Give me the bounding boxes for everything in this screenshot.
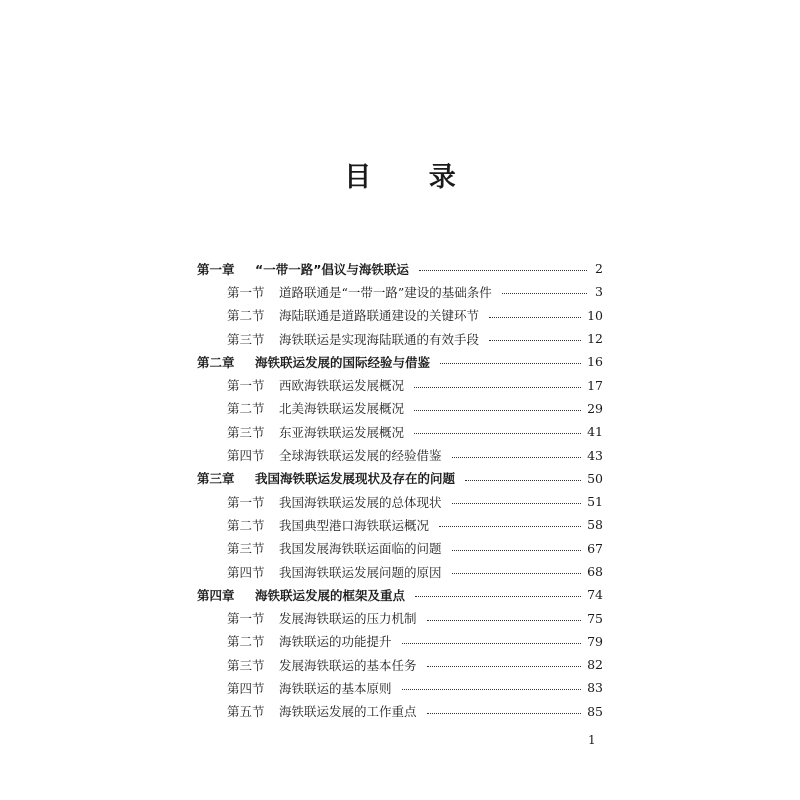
- toc-entry-number: 第三节: [227, 541, 265, 557]
- toc-entry-number: 第二节: [227, 308, 265, 324]
- toc-entry-page: 51: [587, 494, 603, 510]
- toc-entry-title: 全球海铁联运发展的经验借鉴: [279, 448, 442, 464]
- toc-section-entry: [197, 630, 603, 653]
- toc-entry-title: 海铁联运发展的工作重点: [279, 704, 417, 720]
- toc-entry-title: 海铁联运的功能提升: [279, 634, 392, 650]
- toc-entry-number: 第三节: [227, 657, 265, 673]
- dot-leader: [427, 666, 582, 667]
- toc-section-entry: [197, 606, 603, 629]
- toc-entry-title: 海铁联运发展的国际经验与借鉴: [255, 354, 431, 370]
- dot-leader: [452, 503, 582, 504]
- toc-entry-number: 第一章: [197, 261, 235, 277]
- dot-leader: [440, 363, 581, 364]
- dot-leader: [439, 526, 581, 527]
- toc-section-entry: [197, 304, 603, 327]
- toc-entry-number: 第一节: [227, 378, 265, 394]
- table-of-contents: [197, 257, 603, 723]
- page-title: 目 录: [344, 162, 480, 193]
- toc-section-entry: [197, 676, 603, 699]
- toc-section-entry: [197, 537, 603, 560]
- toc-entry-title: 海铁联运的基本原则: [279, 680, 392, 696]
- toc-entry-number: 第四节: [227, 448, 265, 464]
- toc-entry-page: 10: [587, 307, 603, 323]
- toc-section-entry: [197, 513, 603, 536]
- toc-entry-page: 58: [587, 517, 603, 533]
- toc-entry-page: 82: [587, 657, 603, 673]
- toc-section-entry: [197, 280, 603, 303]
- toc-entry-title: 我国海铁联运发展的总体现状: [279, 494, 442, 510]
- dot-leader: [465, 480, 581, 481]
- toc-entry-page: 67: [587, 540, 603, 556]
- dot-leader: [427, 713, 582, 714]
- toc-chapter-entry: [197, 350, 603, 373]
- toc-chapter-entry: [197, 583, 603, 606]
- toc-section-entry: [197, 420, 603, 443]
- page-number: 1: [588, 733, 596, 747]
- dot-leader: [419, 270, 587, 271]
- toc-entry-page: 74: [587, 587, 603, 603]
- dot-leader: [452, 573, 582, 574]
- toc-entry-number: 第二节: [227, 401, 265, 417]
- toc-section-entry: [197, 373, 603, 396]
- toc-entry-page: 43: [587, 447, 603, 463]
- toc-entry-title: 我国海铁联运发展问题的原因: [279, 564, 442, 580]
- toc-entry-title: 西欧海铁联运发展概况: [279, 378, 405, 394]
- dot-leader: [414, 387, 581, 388]
- toc-section-entry: [197, 397, 603, 420]
- toc-entry-title: 发展海铁联运的基本任务: [279, 657, 417, 673]
- dot-leader: [502, 293, 587, 294]
- toc-entry-page: 83: [587, 680, 603, 696]
- dot-leader: [402, 689, 582, 690]
- toc-entry-title: 海陆联通是道路联通建设的关键环节: [279, 308, 480, 324]
- toc-entry-number: 第二章: [197, 354, 235, 370]
- toc-entry-page: 16: [587, 354, 603, 370]
- dot-leader: [489, 317, 581, 318]
- toc-section-entry: [197, 327, 603, 350]
- toc-entry-number: 第五节: [227, 704, 265, 720]
- dot-leader: [489, 340, 581, 341]
- toc-entry-title: 发展海铁联运的压力机制: [279, 611, 417, 627]
- toc-entry-number: 第一节: [227, 494, 265, 510]
- dot-leader: [414, 410, 581, 411]
- toc-entry-page: 41: [587, 424, 603, 440]
- toc-section-entry: [197, 490, 603, 513]
- dot-leader: [402, 643, 582, 644]
- toc-entry-number: 第三节: [227, 424, 265, 440]
- toc-entry-page: 50: [587, 470, 603, 486]
- toc-chapter-entry: [197, 467, 603, 490]
- dot-leader: [414, 433, 581, 434]
- dot-leader: [427, 620, 582, 621]
- toc-section-entry: [197, 700, 603, 723]
- toc-entry-number: 第一节: [227, 284, 265, 300]
- toc-entry-title: 北美海铁联运发展概况: [279, 401, 405, 417]
- toc-entry-page: 12: [587, 331, 603, 347]
- toc-entry-page: 17: [587, 377, 603, 393]
- toc-entry-number: 第四节: [227, 564, 265, 580]
- toc-entry-number: 第二节: [227, 517, 265, 533]
- toc-section-entry: [197, 653, 603, 676]
- dot-leader: [452, 550, 582, 551]
- toc-entry-page: 85: [587, 703, 603, 719]
- toc-section-entry: [197, 560, 603, 583]
- toc-entry-title: 海铁联运是实现海陆联通的有效手段: [279, 331, 480, 347]
- toc-entry-page: 3: [595, 284, 603, 300]
- toc-entry-page: 68: [587, 564, 603, 579]
- toc-entry-number: 第四节: [227, 680, 265, 696]
- toc-entry-title: 海铁联运发展的框架及重点: [255, 587, 406, 603]
- toc-entry-number: 第三节: [227, 331, 265, 347]
- toc-section-entry: [197, 443, 603, 466]
- toc-entry-number: 第四章: [197, 587, 235, 603]
- toc-entry-title: 我国发展海铁联运面临的问题: [279, 541, 442, 557]
- toc-entry-number: 第三章: [197, 471, 235, 487]
- toc-entry-page: 75: [587, 610, 603, 626]
- toc-entry-title: 道路联通是“一带一路”建设的基础条件: [279, 284, 492, 300]
- toc-entry-number: 第一节: [227, 611, 265, 627]
- toc-entry-page: 79: [587, 633, 603, 649]
- toc-entry-page: 2: [595, 261, 603, 277]
- toc-entry-title: 我国典型港口海铁联运概况: [279, 517, 430, 533]
- toc-entry-title: “一带一路”倡议与海铁联运: [255, 261, 409, 277]
- toc-entry-title: 东亚海铁联运发展概况: [279, 424, 405, 440]
- toc-entry-number: 第二节: [227, 634, 265, 650]
- toc-entry-page: 29: [587, 400, 603, 416]
- dot-leader: [452, 457, 582, 458]
- toc-entry-title: 我国海铁联运发展现状及存在的问题: [255, 471, 456, 487]
- toc-chapter-entry: [197, 257, 603, 280]
- dot-leader: [415, 596, 581, 597]
